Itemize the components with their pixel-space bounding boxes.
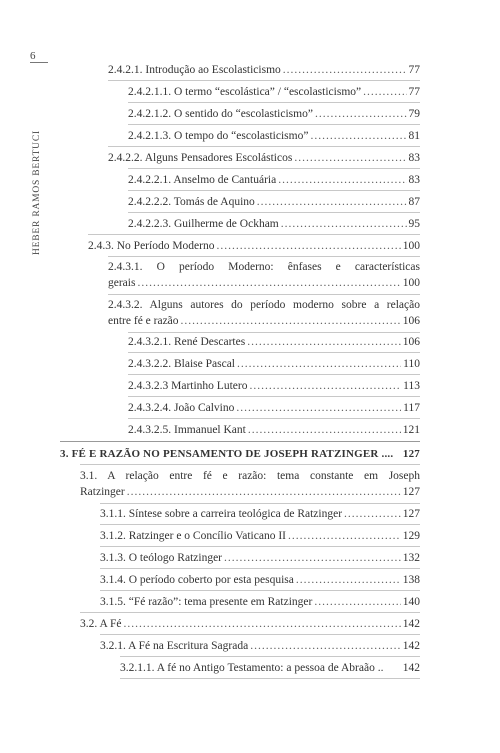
entry-divider [120, 678, 420, 679]
entry-divider [60, 441, 420, 442]
toc-entry-title: 2.4.3.2.1. René Descartes [128, 336, 246, 348]
entry-divider [128, 124, 420, 125]
toc-entry-title: 2.4.3. No Período Moderno [88, 240, 215, 252]
toc-entry [100, 594, 420, 610]
dot-leader [278, 172, 406, 188]
toc-entry [100, 638, 420, 654]
chapter-heading [60, 446, 420, 462]
dot-leader [288, 528, 401, 544]
entry-divider [128, 352, 420, 353]
toc-entry-page: 132 [402, 552, 420, 564]
dot-leader [283, 62, 407, 78]
toc-entry [88, 238, 420, 254]
dot-leader [217, 238, 401, 254]
entry-divider [108, 146, 420, 147]
entry-divider [88, 234, 420, 235]
dot-leader [310, 128, 406, 144]
dot-leader [257, 194, 407, 210]
toc-entry-page: 100 [402, 277, 420, 289]
toc-entry-title: Ratzinger [80, 486, 125, 498]
toc-entry-page: 79 [408, 108, 420, 120]
toc-entry-page: 140 [402, 596, 420, 608]
toc-entry-page: 83 [408, 152, 420, 164]
toc-entry-title: 2.4.3.2.2. Blaise Pascal [128, 358, 235, 370]
toc-entry-title: 2.4.2.2.1. Anselmo de Cantuária [128, 174, 277, 186]
toc-entry-title: 2.4.3.2.4. João Calvino [128, 402, 235, 414]
entry-divider [100, 546, 420, 547]
toc-entry-page: 121 [402, 424, 420, 436]
dot-leader [314, 594, 400, 610]
toc-entry-title: 2.4.2.2.3. Guilherme de Ockham [128, 218, 279, 230]
toc-entry [128, 378, 420, 394]
toc-entry-title: 2.4.2.2.2. Tomás de Aquino [128, 196, 255, 208]
toc-entry-page: 127 [402, 508, 420, 520]
toc-entry-page: 142 [402, 640, 420, 652]
toc-entry [108, 62, 420, 78]
entry-divider [128, 168, 420, 169]
entry-divider [128, 396, 420, 397]
dot-leader [315, 106, 407, 122]
toc-entry [128, 194, 420, 210]
toc-entry [80, 468, 420, 500]
entry-divider [108, 80, 420, 81]
toc-entry-page: 87 [408, 196, 420, 208]
toc-entry-title-line: 2.4.3.2. Alguns autores do período moderno sobre a relação [108, 299, 420, 311]
toc-entry-title: gerais [108, 277, 136, 289]
entry-divider [128, 102, 420, 103]
entry-divider [128, 374, 420, 375]
running-head: HEBER RAMOS BERTUCI [32, 130, 42, 255]
entry-divider [80, 612, 420, 613]
toc-entry-title-line: 3.1. A relação entre fé e razão: tema constante em Joseph [80, 470, 420, 482]
toc-entry-title: 2.4.3.2.5. Immanuel Kant [128, 424, 246, 436]
entry-divider [100, 503, 420, 504]
toc-entry [128, 84, 420, 100]
toc-entry-page: 77 [408, 86, 420, 98]
dot-leader [281, 216, 407, 232]
toc-entry [108, 259, 420, 291]
toc-entry-title: 2.4.2.1.2. O sentido do “escolasticismo” [128, 108, 313, 120]
toc-entry-page: 113 [403, 380, 420, 392]
toc-entry-title: 2.4.3.2.3 Martinho Lutero [128, 380, 248, 392]
entry-divider [108, 294, 420, 295]
dot-leader [236, 400, 401, 416]
dot-leader [124, 616, 401, 632]
toc-entry-page: 77 [408, 64, 420, 76]
dot-leader [237, 356, 401, 372]
page-number: 6 [30, 50, 36, 62]
toc-entry [128, 128, 420, 144]
toc-entry-title: 2.4.2.1.1. O termo “escolástica” / “escolasticismo” [128, 86, 362, 98]
toc-entry [100, 528, 420, 544]
dot-leader [181, 313, 401, 329]
toc-entry [100, 550, 420, 566]
entry-divider [128, 190, 420, 191]
entry-divider [128, 418, 420, 419]
entry-divider [100, 634, 420, 635]
toc-entry-title: 3.1.3. O teólogo Ratzinger [100, 552, 223, 564]
dot-leader [296, 572, 401, 588]
dot-leader [248, 422, 401, 438]
dot-leader [224, 550, 401, 566]
toc-entry [128, 400, 420, 416]
toc-entry-title: 3. FÉ E RAZÃO NO PENSAMENTO DE JOSEPH RATZINGER .... [60, 448, 394, 460]
toc-entry-title: 2.4.2.1.3. O tempo do “escolasticismo” [128, 130, 309, 142]
toc-entry-title: 3.1.1. Síntese sobre a carreira teológica de Ratzinger [100, 508, 343, 520]
dot-leader [250, 638, 401, 654]
toc-entry-page: 110 [403, 358, 420, 370]
toc-entry-page: 142 [402, 618, 420, 630]
entry-divider [108, 256, 420, 257]
toc-entry-title: 3.2. A Fé [80, 618, 122, 630]
toc-entry [100, 572, 420, 588]
entry-divider [100, 590, 420, 591]
dot-leader [137, 275, 400, 291]
toc-entry-page: 106 [402, 315, 420, 327]
toc-entry [128, 356, 420, 372]
toc-entry-page: 127 [402, 486, 420, 498]
entry-divider [100, 524, 420, 525]
entry-divider [128, 332, 420, 333]
toc-entry [120, 660, 420, 676]
toc-entry-title: 3.2.1. A Fé na Escritura Sagrada [100, 640, 249, 652]
entry-divider [80, 464, 420, 465]
toc-entry [128, 106, 420, 122]
dot-leader [127, 484, 401, 500]
toc-entry-page: 138 [402, 574, 420, 586]
toc-entry-title: 2.4.2.1. Introdução ao Escolasticismo [108, 64, 281, 76]
toc-entry-title: 2.4.2.2. Alguns Pensadores Escolásticos [108, 152, 293, 164]
toc-entry [128, 172, 420, 188]
entry-divider [100, 568, 420, 569]
dot-leader [344, 506, 401, 522]
toc-entry-title-line: 2.4.3.1. O período Moderno: ênfases e características [108, 261, 420, 273]
toc-entry [128, 422, 420, 438]
toc-entry [128, 334, 420, 350]
toc-entry-page: 117 [403, 402, 420, 414]
toc-entry-page: 127 [402, 448, 420, 460]
toc-entry [100, 506, 420, 522]
entry-divider [128, 212, 420, 213]
toc-entry-page: 83 [408, 174, 420, 186]
dot-leader [363, 84, 406, 100]
toc-entry-title: 3.1.5. “Fé razão”: tema presente em Ratzinger [100, 596, 313, 608]
toc-entry-title: entre fé e razão [108, 315, 179, 327]
toc-entry-page: 142 [402, 662, 420, 674]
toc-entry-title: 3.1.2. Ratzinger e o Concílio Vaticano II [100, 530, 286, 542]
dot-leader [247, 334, 401, 350]
toc-entry-page: 129 [402, 530, 420, 542]
dot-leader [294, 150, 406, 166]
toc-entry-page: 95 [408, 218, 420, 230]
dot-leader [249, 378, 401, 394]
toc-entry [128, 216, 420, 232]
toc-entry [80, 616, 420, 632]
entry-divider [120, 656, 420, 657]
toc-entry [108, 150, 420, 166]
toc-entry-title: 3.1.4. O período coberto por esta pesquisa [100, 574, 294, 586]
toc-entry-title: 3.2.1.1. A fé no Antigo Testamento: a pessoa de Abraão .. [120, 662, 384, 674]
toc-entry [108, 297, 420, 329]
toc-entry-page: 81 [408, 130, 420, 142]
toc-entry-page: 100 [402, 240, 420, 252]
toc-entry-page: 106 [402, 336, 420, 348]
